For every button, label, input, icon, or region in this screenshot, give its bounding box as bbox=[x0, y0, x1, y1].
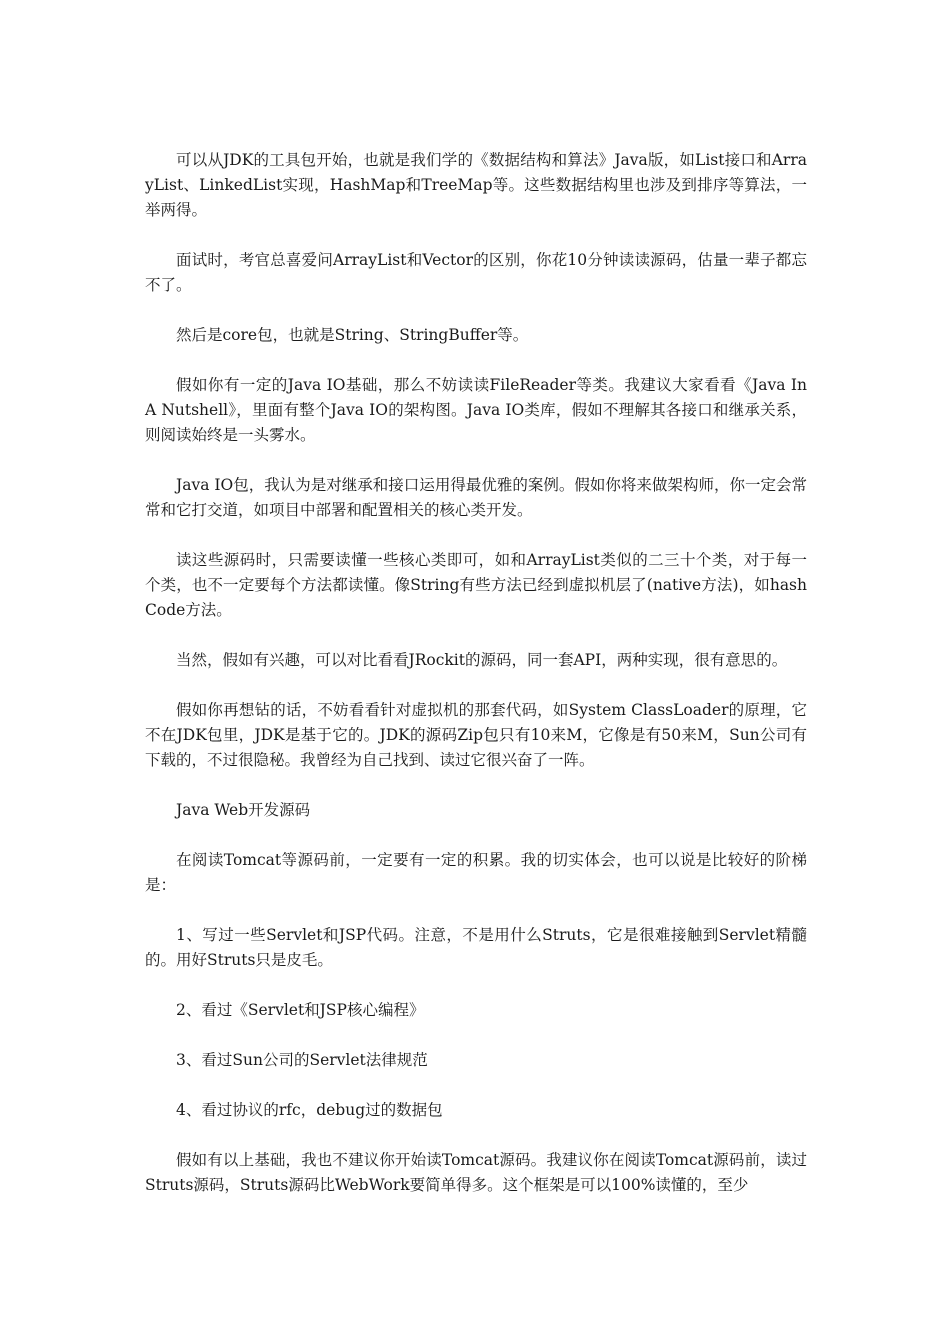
paragraph-virtual-machine: 假如你再想钻的话，不妨看看针对虚拟机的那套代码，如System ClassLoader的原理，它不在JDK包里，JDK是基于它的。JDK的源码Zip包只有10来M，它像是有50来M，Sun公司有下载的，不过很隐秘。我曾经为自己找到、读过它很兴奋了一阵。 bbox=[145, 701, 807, 769]
list-item-protocol-rfc: 4、看过协议的rfc，debug过的数据包 bbox=[176, 1101, 443, 1119]
document-body bbox=[145, 148, 807, 1223]
section-heading-java-web: Java Web开发源码 bbox=[176, 801, 311, 819]
paragraph-java-io-basics: 假如你有一定的Java IO基础，那么不妨读读FileReader等类。我建议大家看看《Java In A Nutshell》，里面有整个Java IO的架构图。Java IO类库，假如不理解其各接口和继承关系，则阅读始终是一头雾水。 bbox=[145, 376, 807, 444]
paragraph-java-io-package: Java IO包，我认为是对继承和接口运用得最优雅的案例。假如你将来做架构师，你一定会常常和它打交道，如项目中部署和配置相关的核心类开发。 bbox=[145, 476, 807, 519]
paragraph-reading-core-classes: 读这些源码时，只需要读懂一些核心类即可，如和ArrayList类似的二三十个类，对于每一个类，也不一定要每个方法都读懂。像String有些方法已经到虚拟机层了(native方法)，如hashCode方法。 bbox=[145, 551, 807, 619]
paragraph-jrockit: 当然，假如有兴趣，可以对比看看JRockit的源码，同一套API，两种实现，很有意思的。 bbox=[176, 651, 788, 669]
list-item-servlet-spec: 3、看过Sun公司的Servlet法律规范 bbox=[176, 1051, 428, 1069]
paragraph-jdk-toolkit: 可以从JDK的工具包开始，也就是我们学的《数据结构和算法》Java版，如List接口和ArrayList、LinkedList实现，HashMap和TreeMap等。这些数据结构里也涉及到排序等算法，一举两得。 bbox=[145, 151, 807, 219]
list-item-servlet-jsp-code: 1、写过一些Servlet和JSP代码。注意，不是用什么Struts，它是很难接触到Servlet精髓的。用好Struts只是皮毛。 bbox=[145, 926, 807, 969]
paragraph-tomcat-prerequisites: 在阅读Tomcat等源码前，一定要有一定的积累。我的切实体会，也可以说是比较好的阶梯是： bbox=[145, 851, 807, 894]
list-item-servlet-jsp-book: 2、看过《Servlet和JSP核心编程》 bbox=[176, 1001, 425, 1019]
paragraph-core-package: 然后是core包，也就是String、StringBuffer等。 bbox=[176, 326, 529, 344]
paragraph-struts-advice: 假如有以上基础，我也不建议你开始读Tomcat源码。我建议你在阅读Tomcat源码前，读过Struts源码，Struts源码比WebWork要简单得多。这个框架是可以100%读懂的，至少 bbox=[145, 1151, 807, 1194]
paragraph-interview: 面试时，考官总喜爱问ArrayList和Vector的区别，你花10分钟读读源码，估量一辈子都忘不了。 bbox=[145, 251, 807, 294]
